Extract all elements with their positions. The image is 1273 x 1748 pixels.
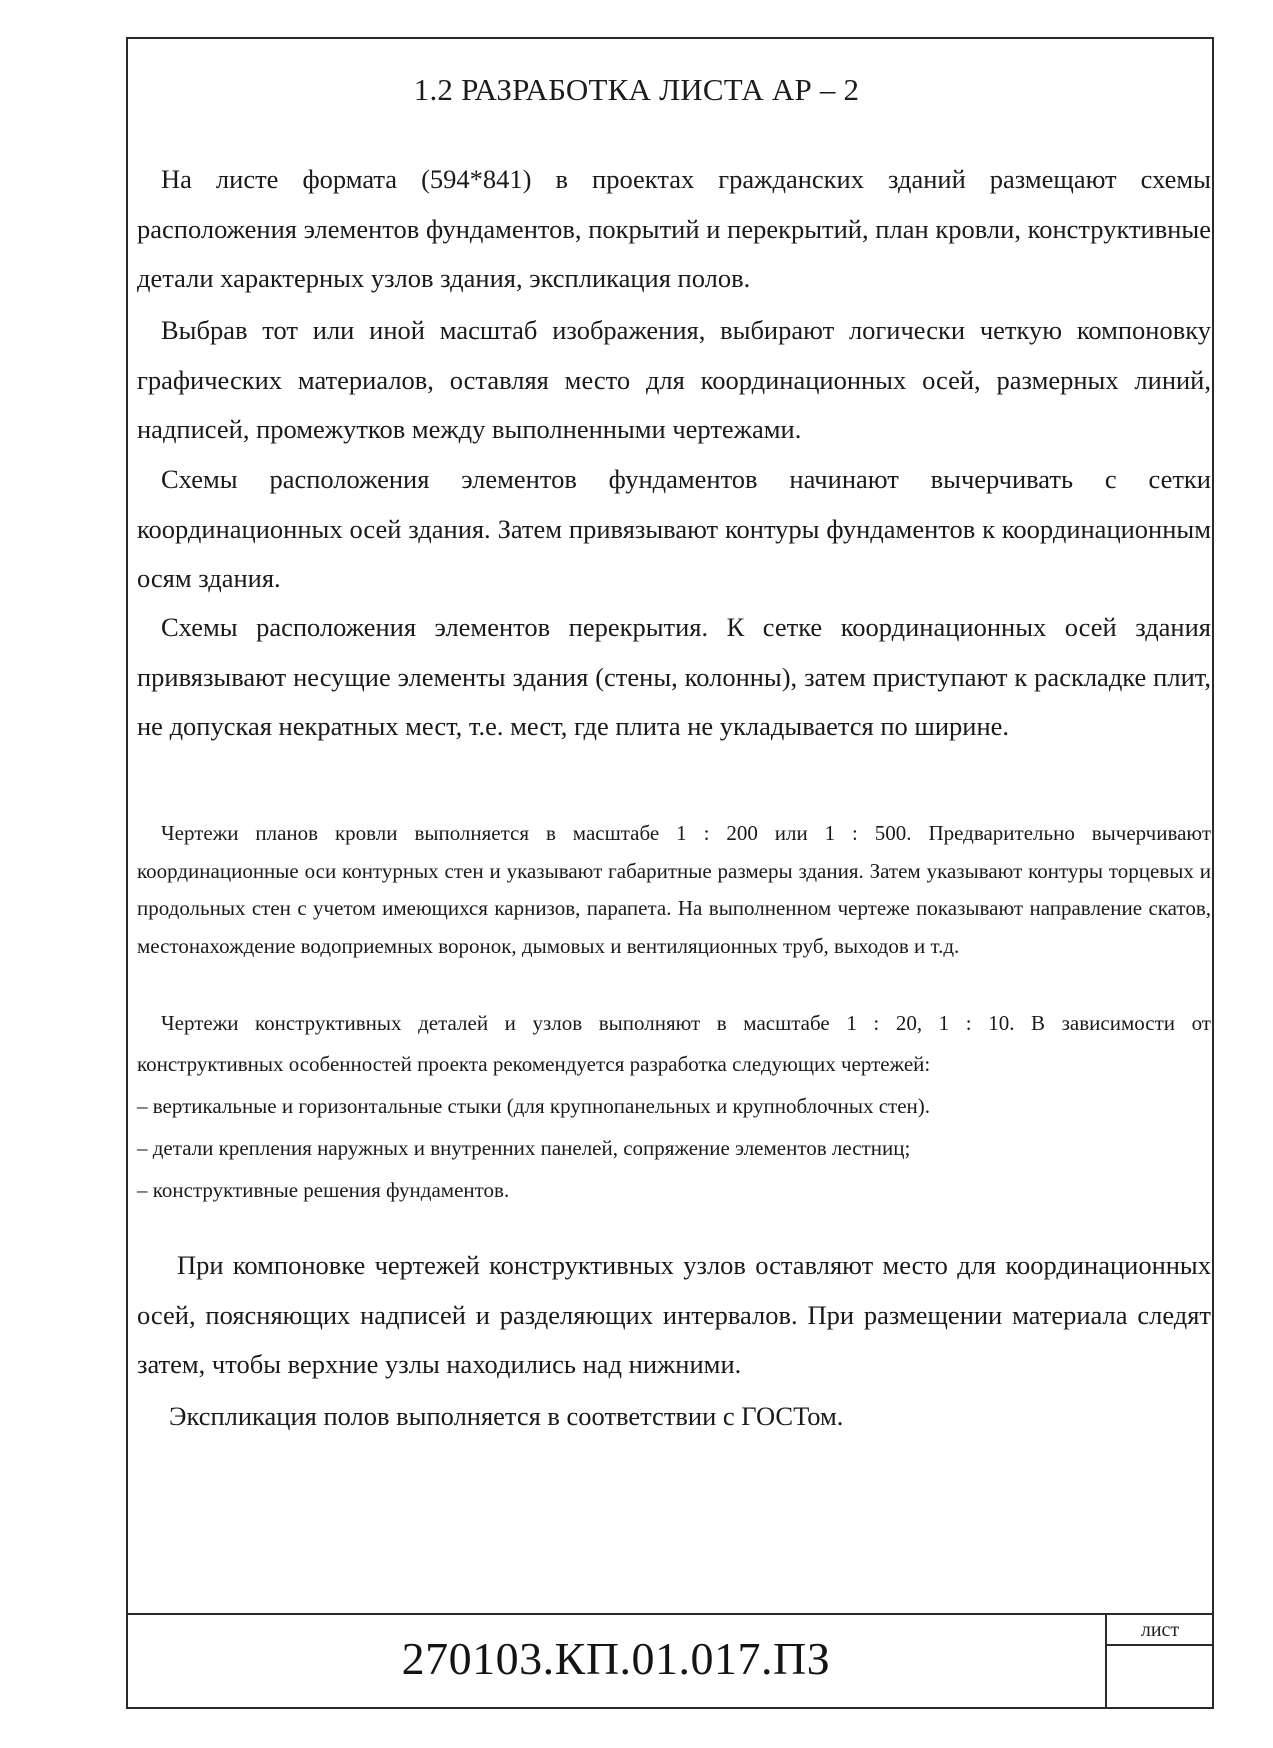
paragraph-layout [137, 1241, 1211, 1390]
paragraph-sheet-format [137, 155, 1211, 304]
paragraph-text: Схемы расположения элементов фундаментов начинают вычерчивать с сетки координационных осей здания. Затем привязывают контуры фундаментов к координационным осям здания. [137, 464, 1211, 593]
list-item: – детали крепления наружных и внутренних панелей, сопряжение элементов лестниц; [137, 1135, 911, 1160]
paragraph-details [137, 1005, 1211, 1211]
paragraph-text: Чертежи конструктивных деталей и узлов выполняют в масштабе 1 : 20, 1 : 10. В зависимости от [161, 1011, 1211, 1035]
paragraph-text: При компоновке чертежей конструктивных узлов оставляют место для координационных осей, поясняющих надписей и разделяющих интервалов. При размещении материала следят затем, чтобы верхние узлы находились над нижними. [137, 1250, 1211, 1379]
paragraph-foundations [137, 455, 1211, 604]
paragraph-roof-plans [137, 815, 1211, 965]
paragraph-floor-slabs [137, 603, 1211, 752]
sheet-number [1106, 1646, 1214, 1708]
paragraph-text: На листе формата (594*841) в проектах гражданских зданий размещают схемы расположения элементов фундаментов, покрытий и перекрытий, план кровли, конструктивные детали характерных узлов здания, экспликация полов. [137, 164, 1211, 293]
paragraph-scale-choice [137, 306, 1211, 455]
paragraph-text: Выбрав тот или иной масштаб изображения, выбирают логически четкую компоновку графических материалов, оставляя место для координационных осей, размерных линий, надписей, промежутков между выполненными чертежами. [137, 315, 1211, 444]
list-item: – вертикальные и горизонтальные стыки (для крупнопанельных и крупноблочных стен). [137, 1093, 930, 1118]
sheet-label: лист [1140, 1619, 1180, 1641]
list-item: – конструктивные решения фундаментов. [137, 1177, 510, 1202]
paragraph-text: Схемы расположения элементов перекрытия. К сетке координационных осей здания привязывают несущие элементы здания (стены, колонны), затем приступают к раскладке плит, не допуская некратных мест, т.е. мест, где плита не укладывается по ширине. [137, 612, 1211, 741]
section-title: 1.2 РАЗРАБОТКА ЛИСТА АР – 2 [413, 72, 860, 107]
document-code: 270103.КП.01.017.ПЗ [401, 1633, 831, 1684]
details-intro-continued: конструктивных особенностей проекта рекомендуется разработка следующих чертежей: [137, 1051, 931, 1076]
paragraph-floor-explication [137, 1392, 1211, 1442]
paragraph-text: Экспликация полов выполняется в соответствии с ГОСТом. [169, 1401, 844, 1431]
paragraph-text: Чертежи планов кровли выполняется в масштабе 1 : 200 или 1 : 500. Предварительно вычерчивают координационные оси контурных стен и указывают габаритные размеры здания. Затем указывают контуры торцевых и продольных стен с учетом имеющихся карнизов, парапета. На выполненном чертеже показывают направление скатов, местонахождение водоприемных воронок, дымовых и вентиляционных труб, выходов и т.д. [137, 821, 1211, 958]
title-block-top-border [126, 1613, 1214, 1615]
